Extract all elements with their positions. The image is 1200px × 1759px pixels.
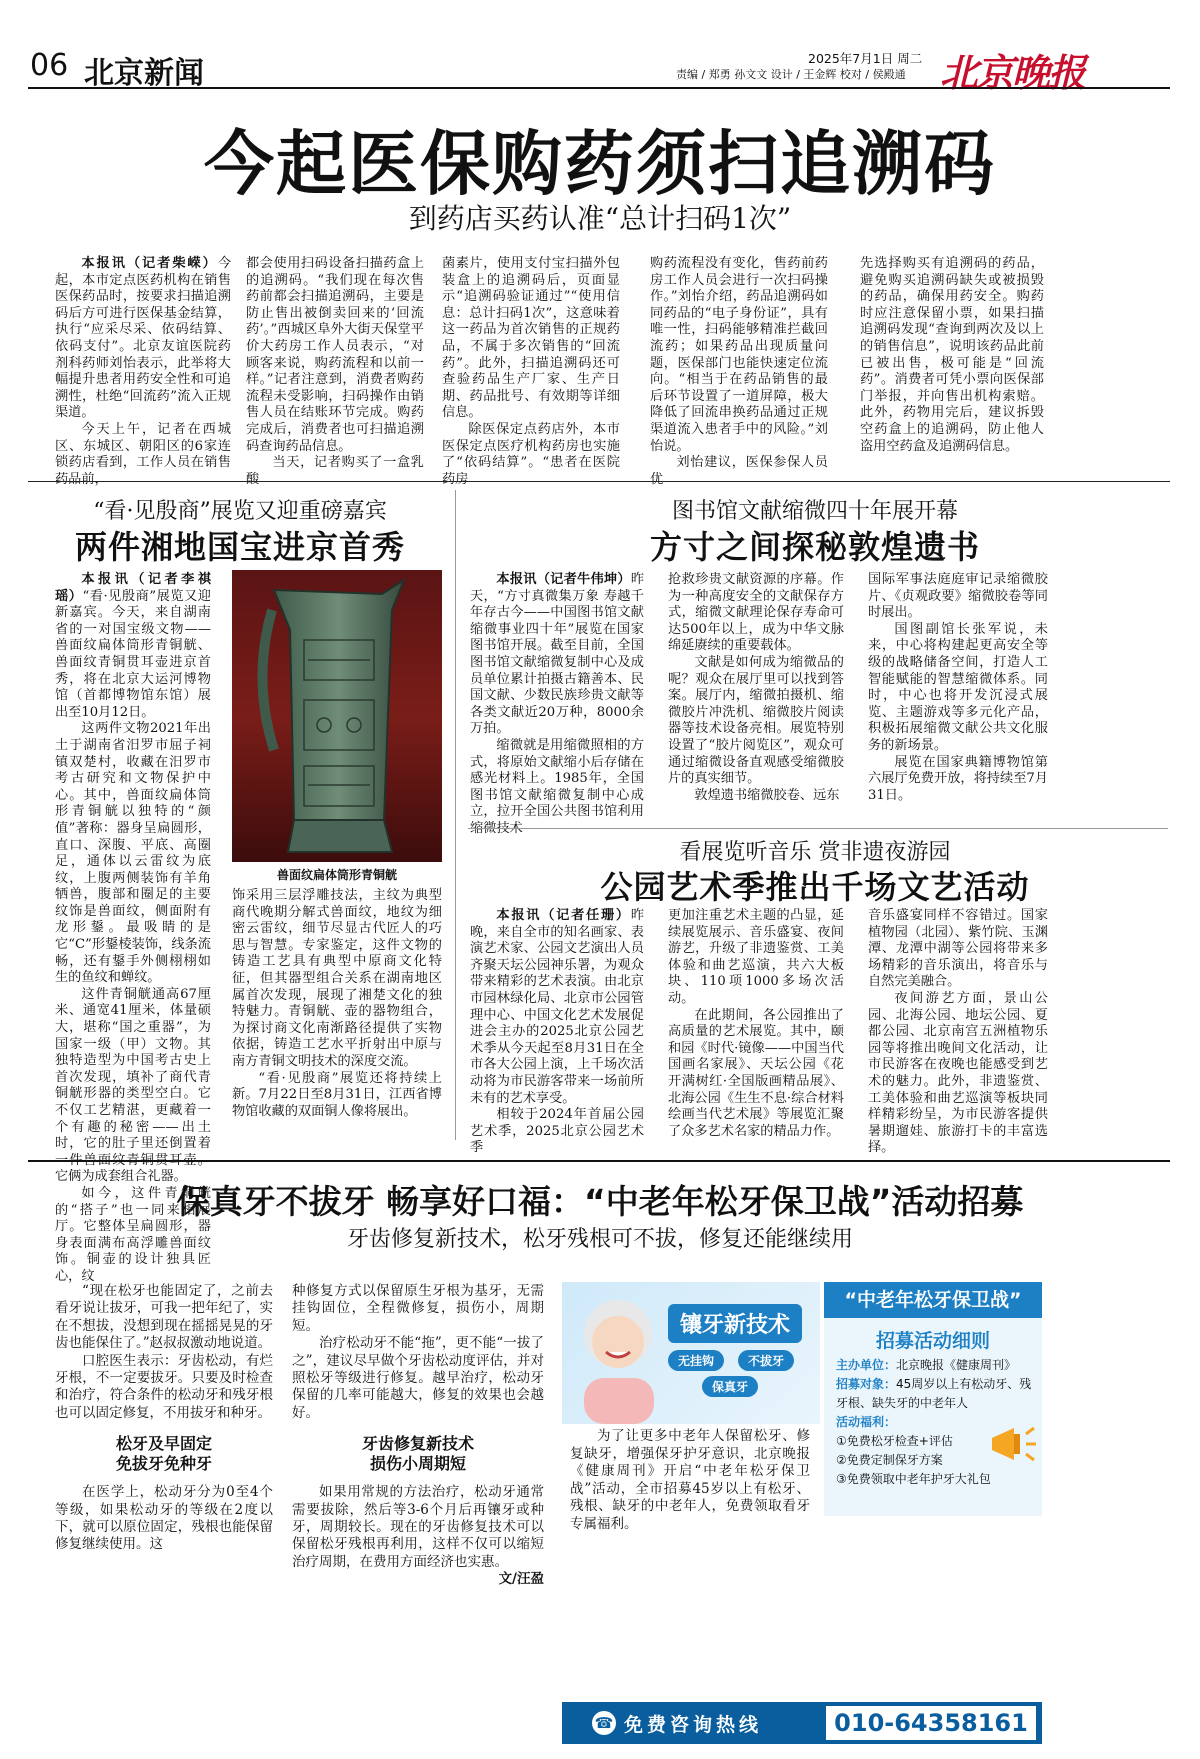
ad-badge: 镶牙新技术 (668, 1304, 802, 1343)
bronze-byline: 本报讯（记者李祺瑶） (55, 572, 211, 604)
ad-details-title: 招募活动细则 (875, 1330, 990, 1352)
lead-subtitle: 到药店买药认准“总计扫码1次” (408, 202, 792, 235)
lead-column-5: 先选择购买有追溯码的药品，避免购买追溯码缺失或被损毁的药品，确保用药安全。购药时应注意保留小票，如果扫描追溯码发现“查询到两次及以上的销售信息”，说明该药品此前已被出售，极可能是“回流药”。消费者可凭小票向医保部门举报，并向售出机构索赔。此外，药物用完后，建议拆毁空药盒上的追溯码，防止他人盗用空药盒及追溯码信息。 (860, 256, 1044, 454)
park-kicker: 看展览听音乐 赏非遗夜游园 (679, 840, 951, 865)
lead-column-3: 菌素片，使用支付宝扫描外包装盒上的追溯码后，页面显示“追溯码验证通过”“使用信息：总计扫码1次”，这意味着这一药品为首次销售的正规药品，不属于多次销售的“回流药”。此外，扫描追溯码还可查验药品生产厂家、生产日期、药品批号、有效期等详细信息。 除医保定点药店外，本市医保定点医疗机构药房也实施了“依码结算”。“患者在医院药房 (442, 256, 620, 487)
lead-column-4: 购药流程没有变化，售药前药房工作人员会进行一次扫码操作。”刘怡介绍，药品追溯码如同药品的“电子身份证”，具有唯一性，扫码能够精准拦截回流药；如果药品出现质量问题，医保部门也能快速定位流向。“相当于在药品销售的最后环节设置了一道屏障，极大降低了回流串换药品通过正规渠道流入患者手中的风险。”刘怡说。 刘怡建议，医保参保人员优 (650, 256, 828, 487)
park-headline: 公园艺术季推出千场文艺活动 (600, 868, 1030, 906)
senior-woman-illustration (562, 1282, 672, 1424)
section-name: 北京新闻 (84, 56, 204, 91)
phone-icon: ☎ (592, 1711, 616, 1735)
park-byline: 本报讯（记者任珊） (496, 908, 631, 923)
dental-column-2: 种修复方式以保留原生牙根为基牙，无需挂钩固位，全程微修复，损伤小，周期短。 治疗松动牙不能“拖”，更不能“一拔了之”，建议尽早做个牙齿松动度评估，并对照松牙等级进行修复。越早治疗，松动牙保留的几率可能越大，修复的效果也会越好。 牙齿修复新技术 损伤小周期短 如果用常规的方法治疗，松动牙通常需要拔除，然后等3-6个月后再镶牙或种牙，周期较长。现在的牙齿修复技术可以保留松牙残根再利用，这样不仅可以缩短治疗周期，在费用方面经济也实惠。 文/汪盈 (292, 1283, 544, 1588)
lead-column-2: 都会使用扫码设备扫描药盒上的追溯码。“我们现在每次售药前都会扫描追溯码，主要是防止售出被倒卖回来的‘回流药’。”西城区阜外大街天保堂平价大药房工作人员表示，“对顾客来说，购药流程和以前一样。”记者注意到，消费者购药流程未受影响，扫码操作由销售人员在结账环节完成。购药完成后，消费者也可扫描追溯码查询药品信息。 当天，记者购买了一盒乳酸 (246, 256, 424, 487)
dental-subtitle: 牙齿修复新技术，松牙残根可不拔，修复还能继续用 (346, 1227, 853, 1252)
dental-subhead-1: 松牙及早固定 免拔牙免种牙 (115, 1434, 212, 1474)
lead-headline: 今起医保购药须扫追溯码 (204, 123, 996, 205)
dental-ad-box (562, 1282, 1042, 1744)
library-byline: 本报讯（记者牛伟坤） (496, 572, 631, 587)
library-column-1: 本报讯（记者牛伟坤）昨天，“方寸真微集万象 寿越千年存古今——中国图书馆文献缩微事业四十年”展览在国家图书馆开展。截至目前，全国图书馆文献缩微复制中心及成员单位累计拍摄古籍善本、民国文献、少数民族珍贵文献等各类文献近20万种，8000余万拍。 缩微就是用缩微照相的方式，将原始文献缩小后存储在感光材料上。1985年，全国图书馆文献缩微复制中心成立，拉开全国公共图书馆利用缩微技术 (470, 572, 644, 836)
bronze-kicker: “看·见殷商”展览又迎重磅嘉宾 (93, 499, 387, 524)
masthead-logo: 北京晚报 (940, 50, 1085, 95)
library-kicker: 图书馆文献缩微四十年展开幕 (671, 499, 958, 524)
megaphone-icon (988, 1424, 1038, 1464)
library-column-3: 国际军事法庭庭审记录缩微胶片、《贞观政要》缩微胶卷等同时展出。 国图副馆长张军说，未来，中心将构建起更高安全等级的战略储备空间，打造人工智能赋能的智慧缩微体系。同时，中心也将开发沉浸式展览、主题游戏等多元化产品，积极拓展缩微文献公共文化服务的新场景。 展览在国家典籍博物馆第六展厅免费开放，将持续至7月31日。 (868, 572, 1048, 803)
lead-column-1: 本报讯（记者柴嵘）今起，本市定点医药机构在销售医保药品时，按要求扫描追溯码后方可进行医保基金结算，执行“应采尽采、依码结算、依码支付”。北京友谊医院药剂科药师刘怡表示，此举将大幅提升患者用药安全性和可追溯性，杜绝“回流药”流入正规渠道。 今天上午，记者在西城区、东城区、朝阳区的6家连锁药店看到，工作人员在销售药品前， (55, 256, 231, 487)
park-column-2: 更加注重艺术主题的凸显，延续展览展示、音乐盛宴、夜间游艺，升级了非遗鉴赏、工美体验和曲艺巡演，共六大板块、110项1000多场次活动。 在此期间，各公园推出了高质量的艺术展览。其中，颐和园《时代·镜像——中国当代国画名家展》、天坛公园《花开满树红·全国版画精品展》、北海公园《生生不息·综合材料绘画当代艺术展》等展览汇聚了众多艺术名家的精品力作。 (668, 908, 844, 1139)
issue-date: 2025年7月1日 周二 (808, 51, 923, 66)
bronze-caption: 兽面纹扁体筒形青铜觥 (276, 868, 397, 882)
bronze-column-2: 饰采用三层浮雕技法，主纹为典型商代晚期分解式兽面纹，地纹为细密云雷纹，细节尽显古代匠人的巧思与智慧。专家鉴定，这件文物的铸造工艺具有典型中原商文化特征，但其器型组合关系在湖南地区属首次发现，展现了湘楚文化的独特魅力。青铜觥、壶的器物组合，为探讨商文化南渐路径提供了实物依据，铸造工艺水平折射出中原与南方青铜文明技术的深度交流。 “看·见殷商”展览还将持续上新。7月22日至8月31日，江西省博物馆收藏的双面铜人像将展出。 (232, 888, 442, 1119)
page-number: 06 (30, 48, 69, 83)
hotline-number[interactable]: 010-64358161 (826, 1706, 1036, 1740)
lead-byline: 本报讯（记者柴嵘） (81, 256, 218, 271)
park-column-1: 本报讯（记者任珊）昨晚，来自全市的知名画家、表演艺术家、公园文艺演出人员齐聚天坛公园神乐署，为观众带来精彩的艺术表演。由北京市园林绿化局、北京市公园管理中心、中国文化艺术发展促进会主办的2025北京公园艺术季从今天起至8月31日在全市各大公园上演，上千场次活动将为市民游客带来一场前所未有的艺术享受。 相较于2024年首届公园艺术季，2025北京公园艺术季 (470, 908, 644, 1156)
park-column-3: 音乐盛宴同样不容错过。国家植物园（北园）、紫竹院、玉渊潭、龙潭中湖等公园将带来多场精彩的音乐演出，将音乐与自然完美融合。 夜间游艺方面，景山公园、北海公园、地坛公园、夏都公园、北京南宫五洲植物乐园等将推出晚间文化活动，让市民游客在夜晚也能感受到艺术的魅力。此外，非遗鉴赏、工美体验和曲艺巡演等板块同样精彩纷呈，为市民游客提供暑期遛娃、旅游打卡的丰富选择。 (868, 908, 1048, 1156)
dental-author: 文/汪盈 (498, 1571, 544, 1588)
ad-tag-2: 不拔牙 (738, 1350, 794, 1371)
dental-headline: 保真牙不拔牙 畅享好口福：“中老年松牙保卫战”活动招募 (176, 1182, 1024, 1221)
library-headline: 方寸之间探秘敦煌遗书 (649, 528, 980, 566)
ad-tag-3: 保真牙 (702, 1376, 758, 1397)
ad-visual-panel (562, 1282, 820, 1424)
bronze-photo (232, 570, 442, 862)
ad-tag-1: 无挂钩 (668, 1350, 724, 1371)
bronze-headline: 两件湘地国宝进京首秀 (74, 528, 405, 566)
ad-details-list: 主办单位：北京晚报《健康周刊》 招募对象：45周岁以上有松动牙、残牙根、缺失牙的中老年人 活动福利： ①免费松牙检查+评估 ②免费定制保牙方案 ③免费领取中老年护牙大礼包 (836, 1358, 1032, 1486)
bronze-column-1: 本报讯（记者李祺瑶）“看·见殷商”展览又迎新嘉宾。今天，来自湖南省的一对国宝级文物——兽面纹扁体筒形青铜觥、兽面纹青铜贯耳壶进京首秀，将在北京大运河博物馆（首都博物馆东馆）展出至10月12日。 这两件文物2021年出土于湖南省汨罗市屈子祠镇双楚村，收藏在汨罗市考古研究和文物保护中心。其中，兽面纹扁体筒形青铜觥以独特的“颜值”著称：器身呈扁圆形，直口、深腹、平底、高圈足，通体以云雷纹为底纹，上腹两侧装饰有羊角牺兽，腹部和圈足的主要纹饰是兽面纹，侧面附有龙形鋬。最吸睛的是它“C”形鋬棱装饰，线条流畅，还有鋬手外侧栩栩如生的鱼纹和蝉纹。 这件青铜觥通高67厘米、通宽41厘米，体量硕大，堪称“国之重器”，为国家一级（甲）文物。其独特造型为中国考古史上首次发现，填补了商代青铜觥形器的类型空白。它不仅工艺精湛，更藏着一个有趣的秘密——出土时，它的肚子里还倒置着一件兽面纹青铜贯耳壶。它俩为成套组合礼器。 如今，这件青铜觥的“搭子”也一同来相展厅。它整体呈扁圆形，器身表面满布高浮雕兽面纹饰。铜壶的设计独具匠心，纹 (55, 572, 211, 1284)
dental-column-1: “现在松牙也能固定了，之前去看牙说让拔牙，可我一把年纪了，实在不想拔，没想到现在摇摇晃晃的牙齿也能保住了。”赵叔叔激动地说道。 口腔医生表示：牙齿松动，有烂牙根，不一定要拔牙。只要及时检查和治疗，符合条件的松动牙和残牙根也可以固定修复，不用拔牙和种牙。 松牙及早固定 免拔牙免种牙 在医学上，松动牙分为0至4个等级，如果松动牙的等级在2度以下，就可以原位固定，残根也能保留修复继续使用。这 (55, 1283, 273, 1553)
library-column-2: 抢救珍贵文献资源的序幕。作为一种高度安全的文献保存方式，缩微文献理论保存寿命可达500年以上，成为中华文脉绵延赓续的重要载体。 文献是如何成为缩微品的呢？观众在展厅里可以找到答案。展厅内，缩微拍摄机、缩微胶片冲洗机、缩微胶片阅读器等技术设备亮相。展览特别设置了“胶片阅览区”，观众可通过缩微设备直观感受缩微胶片的真实细节。 敦煌遗书缩微胶卷、远东 (668, 572, 844, 803)
bronze-vessel-illustration (232, 570, 442, 862)
dental-subhead-2: 牙齿修复新技术 损伤小周期短 (361, 1434, 474, 1474)
hotline-label: 免费咨询热线 (624, 1714, 763, 1736)
hotline-bar (562, 1702, 1042, 1744)
ad-event-title: “中老年松牙保卫战” (824, 1282, 1042, 1318)
credits: 责编 / 郑勇 孙文文 设计 / 王金辉 校对 / 侯殿通 (676, 68, 906, 81)
ad-details-panel (824, 1282, 1042, 1516)
ad-body: 为了让更多中老年人保留松牙、修复缺牙，增强保牙护牙意识，北京晚报《健康周刊》开启“中老年松牙保卫战”活动，全市招募45岁以上有松牙、残根、缺牙的中老年人，免费领取看牙专属福利。 (570, 1428, 810, 1532)
